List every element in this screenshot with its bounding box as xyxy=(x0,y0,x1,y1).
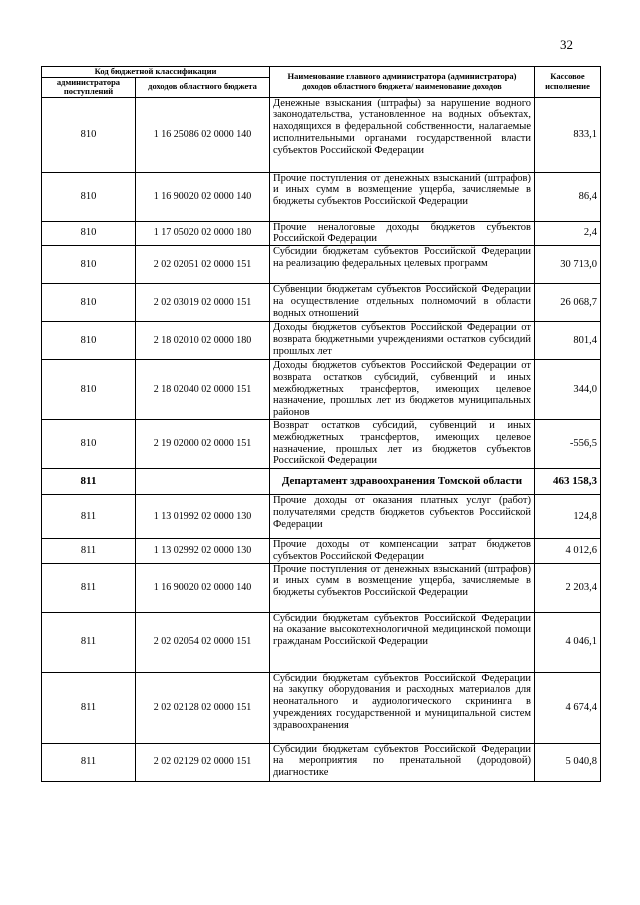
code-cell: 1 13 02992 02 0000 130 xyxy=(136,539,270,564)
amount-cell: 833,1 xyxy=(535,97,601,172)
admin-cell: 811 xyxy=(42,563,136,612)
amount-cell: 26 068,7 xyxy=(535,284,601,322)
admin-cell: 811 xyxy=(42,672,136,743)
revenue-table xyxy=(41,66,601,782)
admin-cell: 811 xyxy=(42,495,136,539)
amount-cell: -556,5 xyxy=(535,420,601,469)
name-cell: Субсидии бюджетам субъектов Российской Федерации на мероприятия по пренатальной (дородовой) диагностике xyxy=(270,743,535,781)
admin-cell: 810 xyxy=(42,221,136,246)
name-cell: Прочие поступления от денежных взысканий (штрафов) и иных сумм в возмещение ущерба, зачисляемые в бюджеты субъектов Российской Федерации xyxy=(270,563,535,612)
table-row xyxy=(42,221,601,246)
amount-cell: 4 012,6 xyxy=(535,539,601,564)
header-classification: Код бюджетной классификации xyxy=(42,67,270,78)
amount-cell: 4 046,1 xyxy=(535,612,601,672)
table-row xyxy=(42,420,601,469)
admin-cell: 811 xyxy=(42,612,136,672)
code-cell: 2 18 02010 02 0000 180 xyxy=(136,322,270,360)
code-cell xyxy=(136,469,270,495)
admin-cell: 810 xyxy=(42,172,136,221)
table-row xyxy=(42,246,601,284)
name-cell: Субвенции бюджетам субъектов Российской Федерации на осуществление отдельных полномочий в области водных отношений xyxy=(270,284,535,322)
admin-cell: 810 xyxy=(42,360,136,420)
amount-cell: 344,0 xyxy=(535,360,601,420)
name-cell: Департамент здравоохранения Томской области xyxy=(270,469,535,495)
amount-cell: 4 674,4 xyxy=(535,672,601,743)
name-cell: Прочие поступления от денежных взысканий (штрафов) и иных сумм в возмещение ущерба, зачисляемые в бюджеты субъектов Российской Федерации xyxy=(270,172,535,221)
table-row xyxy=(42,97,601,172)
table-row xyxy=(42,284,601,322)
code-cell: 2 02 03019 02 0000 151 xyxy=(136,284,270,322)
table-body xyxy=(42,97,601,781)
code-cell: 2 02 02054 02 0000 151 xyxy=(136,612,270,672)
amount-cell: 801,4 xyxy=(535,322,601,360)
amount-cell: 2,4 xyxy=(535,221,601,246)
table-row xyxy=(42,743,601,781)
table-row xyxy=(42,495,601,539)
admin-cell: 810 xyxy=(42,97,136,172)
code-cell: 1 16 25086 02 0000 140 xyxy=(136,97,270,172)
name-cell: Возврат остатков субсидий, субвенций и иных межбюджетных трансфертов, имеющих целевое назначение, прошлых лет из бюджетов субъектов Российской Федерации xyxy=(270,420,535,469)
header-income: доходов областного бюджета xyxy=(136,77,270,97)
table-header xyxy=(42,67,601,98)
code-cell: 1 17 05020 02 0000 180 xyxy=(136,221,270,246)
amount-cell: 463 158,3 xyxy=(535,469,601,495)
code-cell: 1 13 01992 02 0000 130 xyxy=(136,495,270,539)
code-cell: 1 16 90020 02 0000 140 xyxy=(136,563,270,612)
name-cell: Субсидии бюджетам субъектов Российской Федерации на закупку оборудования и расходных материалов для неонатального и аудиологического скрининга в учреждениях государственной и муниципальной систем здравоохранения xyxy=(270,672,535,743)
table-row xyxy=(42,563,601,612)
code-cell: 2 02 02129 02 0000 151 xyxy=(136,743,270,781)
admin-cell: 811 xyxy=(42,469,136,495)
table-row xyxy=(42,172,601,221)
name-cell: Прочие доходы от компенсации затрат бюджетов субъектов Российской Федерации xyxy=(270,539,535,564)
code-cell: 2 02 02051 02 0000 151 xyxy=(136,246,270,284)
amount-cell: 2 203,4 xyxy=(535,563,601,612)
header-amount: Кассовое исполнение xyxy=(535,67,601,98)
amount-cell: 30 713,0 xyxy=(535,246,601,284)
admin-cell: 810 xyxy=(42,284,136,322)
admin-cell: 810 xyxy=(42,246,136,284)
admin-cell: 810 xyxy=(42,420,136,469)
code-cell: 2 18 02040 02 0000 151 xyxy=(136,360,270,420)
page-number: 32 xyxy=(560,37,573,52)
table-row xyxy=(42,672,601,743)
name-cell: Субсидии бюджетам субъектов Российской Федерации на оказание высокотехнологичной медицинской помощи гражданам Российской Федерации xyxy=(270,612,535,672)
code-cell: 2 02 02128 02 0000 151 xyxy=(136,672,270,743)
header-admin: администратора поступлений xyxy=(42,77,136,97)
name-cell: Субсидии бюджетам субъектов Российской Федерации на реализацию федеральных целевых программ xyxy=(270,246,535,284)
amount-cell: 5 040,8 xyxy=(535,743,601,781)
name-cell: Доходы бюджетов субъектов Российской Федерации от возврата бюджетными учреждениями остатков субсидий прошлых лет xyxy=(270,322,535,360)
amount-cell: 124,8 xyxy=(535,495,601,539)
name-cell: Прочие доходы от оказания платных услуг (работ) получателями средств бюджетов субъектов Российской Федерации xyxy=(270,495,535,539)
admin-cell: 810 xyxy=(42,322,136,360)
table-row xyxy=(42,360,601,420)
admin-cell: 811 xyxy=(42,539,136,564)
header-name: Наименование главного администратора (администратора) доходов областного бюджета/ наименование доходов xyxy=(270,67,535,98)
table-row xyxy=(42,539,601,564)
table-row xyxy=(42,612,601,672)
name-cell: Денежные взыскания (штрафы) за нарушение водного законодательства, установленное на водных объектах, находящихся в федеральной собственности, налагаемые исполнительными органами государственной власти субъектов Российской Федерации xyxy=(270,97,535,172)
admin-cell: 811 xyxy=(42,743,136,781)
name-cell: Прочие неналоговые доходы бюджетов субъектов Российской Федерации xyxy=(270,221,535,246)
amount-cell: 86,4 xyxy=(535,172,601,221)
table-row xyxy=(42,322,601,360)
name-cell: Доходы бюджетов субъектов Российской Федерации от возврата остатков субсидий, субвенций и иных межбюджетных трансфертов, имеющих целевое назначение, прошлых лет из бюджетов муниципальных районов xyxy=(270,360,535,420)
department-row xyxy=(42,469,601,495)
code-cell: 1 16 90020 02 0000 140 xyxy=(136,172,270,221)
code-cell: 2 19 02000 02 0000 151 xyxy=(136,420,270,469)
